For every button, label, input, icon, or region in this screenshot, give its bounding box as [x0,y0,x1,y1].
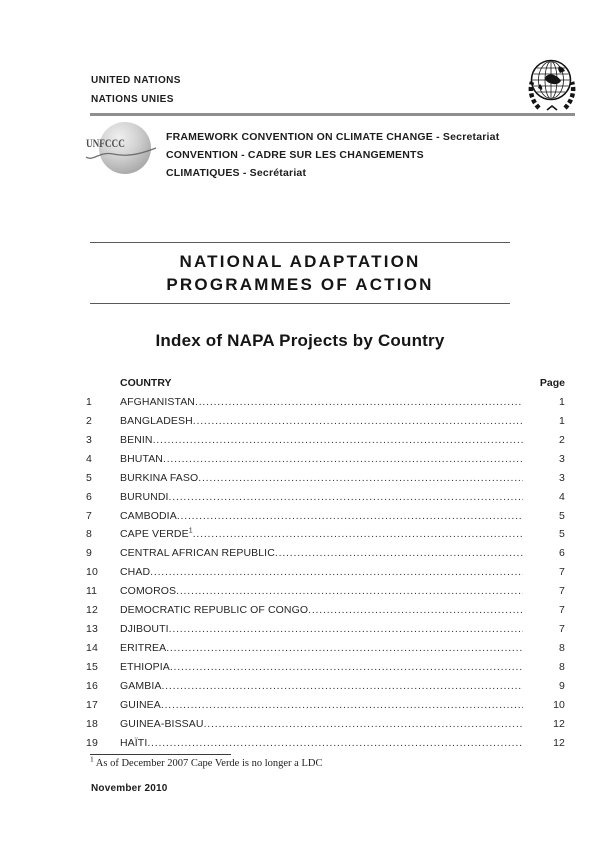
row-country [120,510,177,522]
row-country [120,718,204,730]
title-rule-bottom [90,303,510,304]
row-country [120,680,161,692]
table-row [86,415,565,434]
row-country [120,585,176,597]
row-country-name: GUINEA [120,698,161,711]
header-divider [90,113,575,116]
row-number: 13 [86,623,98,636]
dot-leader [275,547,523,559]
table-row [86,434,565,453]
row-number: 18 [86,717,98,730]
table-row [86,585,565,604]
row-country-name: ETHIOPIA [120,660,170,673]
row-page: 5 [559,528,565,541]
table-row [86,604,565,623]
column-header-country: COUNTRY [120,377,172,389]
row-country [120,566,150,578]
dot-leader [204,718,523,730]
table-row [86,547,565,566]
un-emblem-icon [526,58,578,114]
row-number: 6 [86,490,92,503]
unfccc-logo-wordmark: UNFCCC [86,138,125,150]
document-title-line2: PROGRAMMES OF ACTION [166,274,434,294]
table-row [86,661,565,680]
row-page: 4 [559,490,565,503]
dot-leader [161,699,523,711]
dot-leader [198,472,523,484]
row-page: 3 [559,452,565,465]
dot-leader [193,415,523,427]
table-row [86,680,565,699]
table-row [86,528,565,547]
dot-leader [169,491,523,503]
row-footnote-ref: 1 [188,527,193,535]
row-number: 17 [86,698,98,711]
row-country-name: CAPE VERDE [120,528,189,541]
row-country-name: BURUNDI [120,490,169,503]
country-index-table [86,377,565,756]
dot-leader [163,453,523,465]
row-page: 1 [559,396,565,408]
row-country [120,661,170,673]
dot-leader [193,528,523,540]
secretariat-title-block [166,128,499,182]
table-row [86,396,565,415]
table-row [86,472,565,491]
dot-leader [176,585,523,597]
table-row [86,623,565,642]
row-country-name: GUINEA-BISSAU [120,717,204,730]
un-org-name-en: UNITED NATIONS [91,75,181,86]
row-page: 5 [559,509,565,522]
row-page: 6 [559,547,565,560]
row-number: 12 [86,604,98,617]
row-page: 10 [553,698,565,711]
row-number: 10 [86,566,98,579]
footnote-rule [90,754,231,755]
secretariat-line-fr2: CLIMATIQUES - Secrétariat [166,167,307,179]
row-country [120,453,163,465]
document-date: November 2010 [91,783,168,794]
document-title [90,251,510,296]
row-number: 14 [86,641,98,654]
row-page: 9 [559,679,565,692]
row-country [120,604,308,616]
column-header-page: Page [539,377,565,389]
row-number: 7 [86,509,92,522]
row-page: 7 [559,566,565,579]
row-number: 4 [86,452,92,465]
row-country [120,528,193,540]
row-number: 19 [86,736,98,749]
table-row [86,642,565,661]
row-country-name: BANGLADESH [120,414,193,427]
row-country-name: GAMBIA [120,679,162,692]
row-page: 7 [559,623,565,636]
row-number: 1 [86,396,92,408]
secretariat-line-fr1: CONVENTION - CADRE SUR LES CHANGEMENTS [166,149,424,161]
row-country-name: CENTRAL AFRICAN REPUBLIC [120,547,275,560]
table-row [86,566,565,585]
row-country-name: DEMOCRATIC REPUBLIC OF CONGO [120,604,309,617]
row-country [120,472,198,484]
row-country-name: ERITREA [120,641,167,654]
row-page: 7 [559,585,565,598]
dot-leader [195,396,523,408]
dot-leader [166,642,523,654]
table-row [86,718,565,737]
row-country-name: AFGHANISTAN [120,396,195,408]
row-country [120,396,195,408]
dot-leader [161,680,523,692]
row-country [120,491,169,503]
row-page: 1 [559,414,565,427]
row-country [120,623,169,635]
row-country [120,547,275,559]
row-country-name: CAMBODIA [120,509,177,522]
row-country-name: COMOROS [120,585,177,598]
table-row [86,510,565,529]
index-heading: Index of NAPA Projects by Country [155,331,445,350]
row-number: 15 [86,660,98,673]
row-page: 3 [559,471,565,484]
un-org-name-fr: NATIONS UNIES [91,94,174,105]
table-row [86,699,565,718]
footnote-marker: 1 [90,754,94,764]
header-number-spacer [86,377,120,396]
dot-leader [170,661,523,673]
row-number: 3 [86,433,92,446]
dot-leader [147,737,523,749]
row-number: 2 [86,414,92,427]
row-page: 12 [553,717,565,730]
row-page: 8 [559,641,565,654]
row-country [120,699,161,711]
row-country-name: BHUTAN [120,452,163,465]
row-country-name: BURKINA FASO [120,471,199,484]
row-number: 16 [86,679,98,692]
secretariat-line-en: FRAMEWORK CONVENTION ON CLIMATE CHANGE - Secretariat [166,131,500,143]
row-page: 12 [553,736,565,749]
row-country [120,415,193,427]
dot-leader [153,434,523,446]
dot-leader [177,510,523,522]
row-number: 5 [86,471,92,484]
footnote-body: As of December 2007 Cape Verde is no longer a LDC [95,758,323,769]
row-country-name: DJIBOUTI [120,623,169,636]
row-number: 8 [86,528,92,541]
row-page: 8 [559,660,565,673]
row-country [120,737,147,749]
footnote-text [90,754,323,769]
dot-leader [150,566,523,578]
row-number: 9 [86,547,92,560]
row-number: 11 [86,585,98,598]
row-country [120,434,153,446]
table-header-row [86,377,565,396]
row-country-name: CHAD [120,566,151,579]
dot-leader [169,623,523,635]
dot-leader [308,604,523,616]
table-row [86,453,565,472]
row-page: 2 [559,433,565,446]
document-title-line1: NATIONAL ADAPTATION [179,252,421,271]
title-rule-top [90,242,510,243]
row-country [120,642,166,654]
table-row [86,491,565,510]
row-country-name: HAÏTI [120,736,148,749]
country-table-rows [86,396,565,756]
row-country-name: BENIN [120,433,153,446]
table-row [86,737,565,756]
row-page: 7 [559,604,565,617]
